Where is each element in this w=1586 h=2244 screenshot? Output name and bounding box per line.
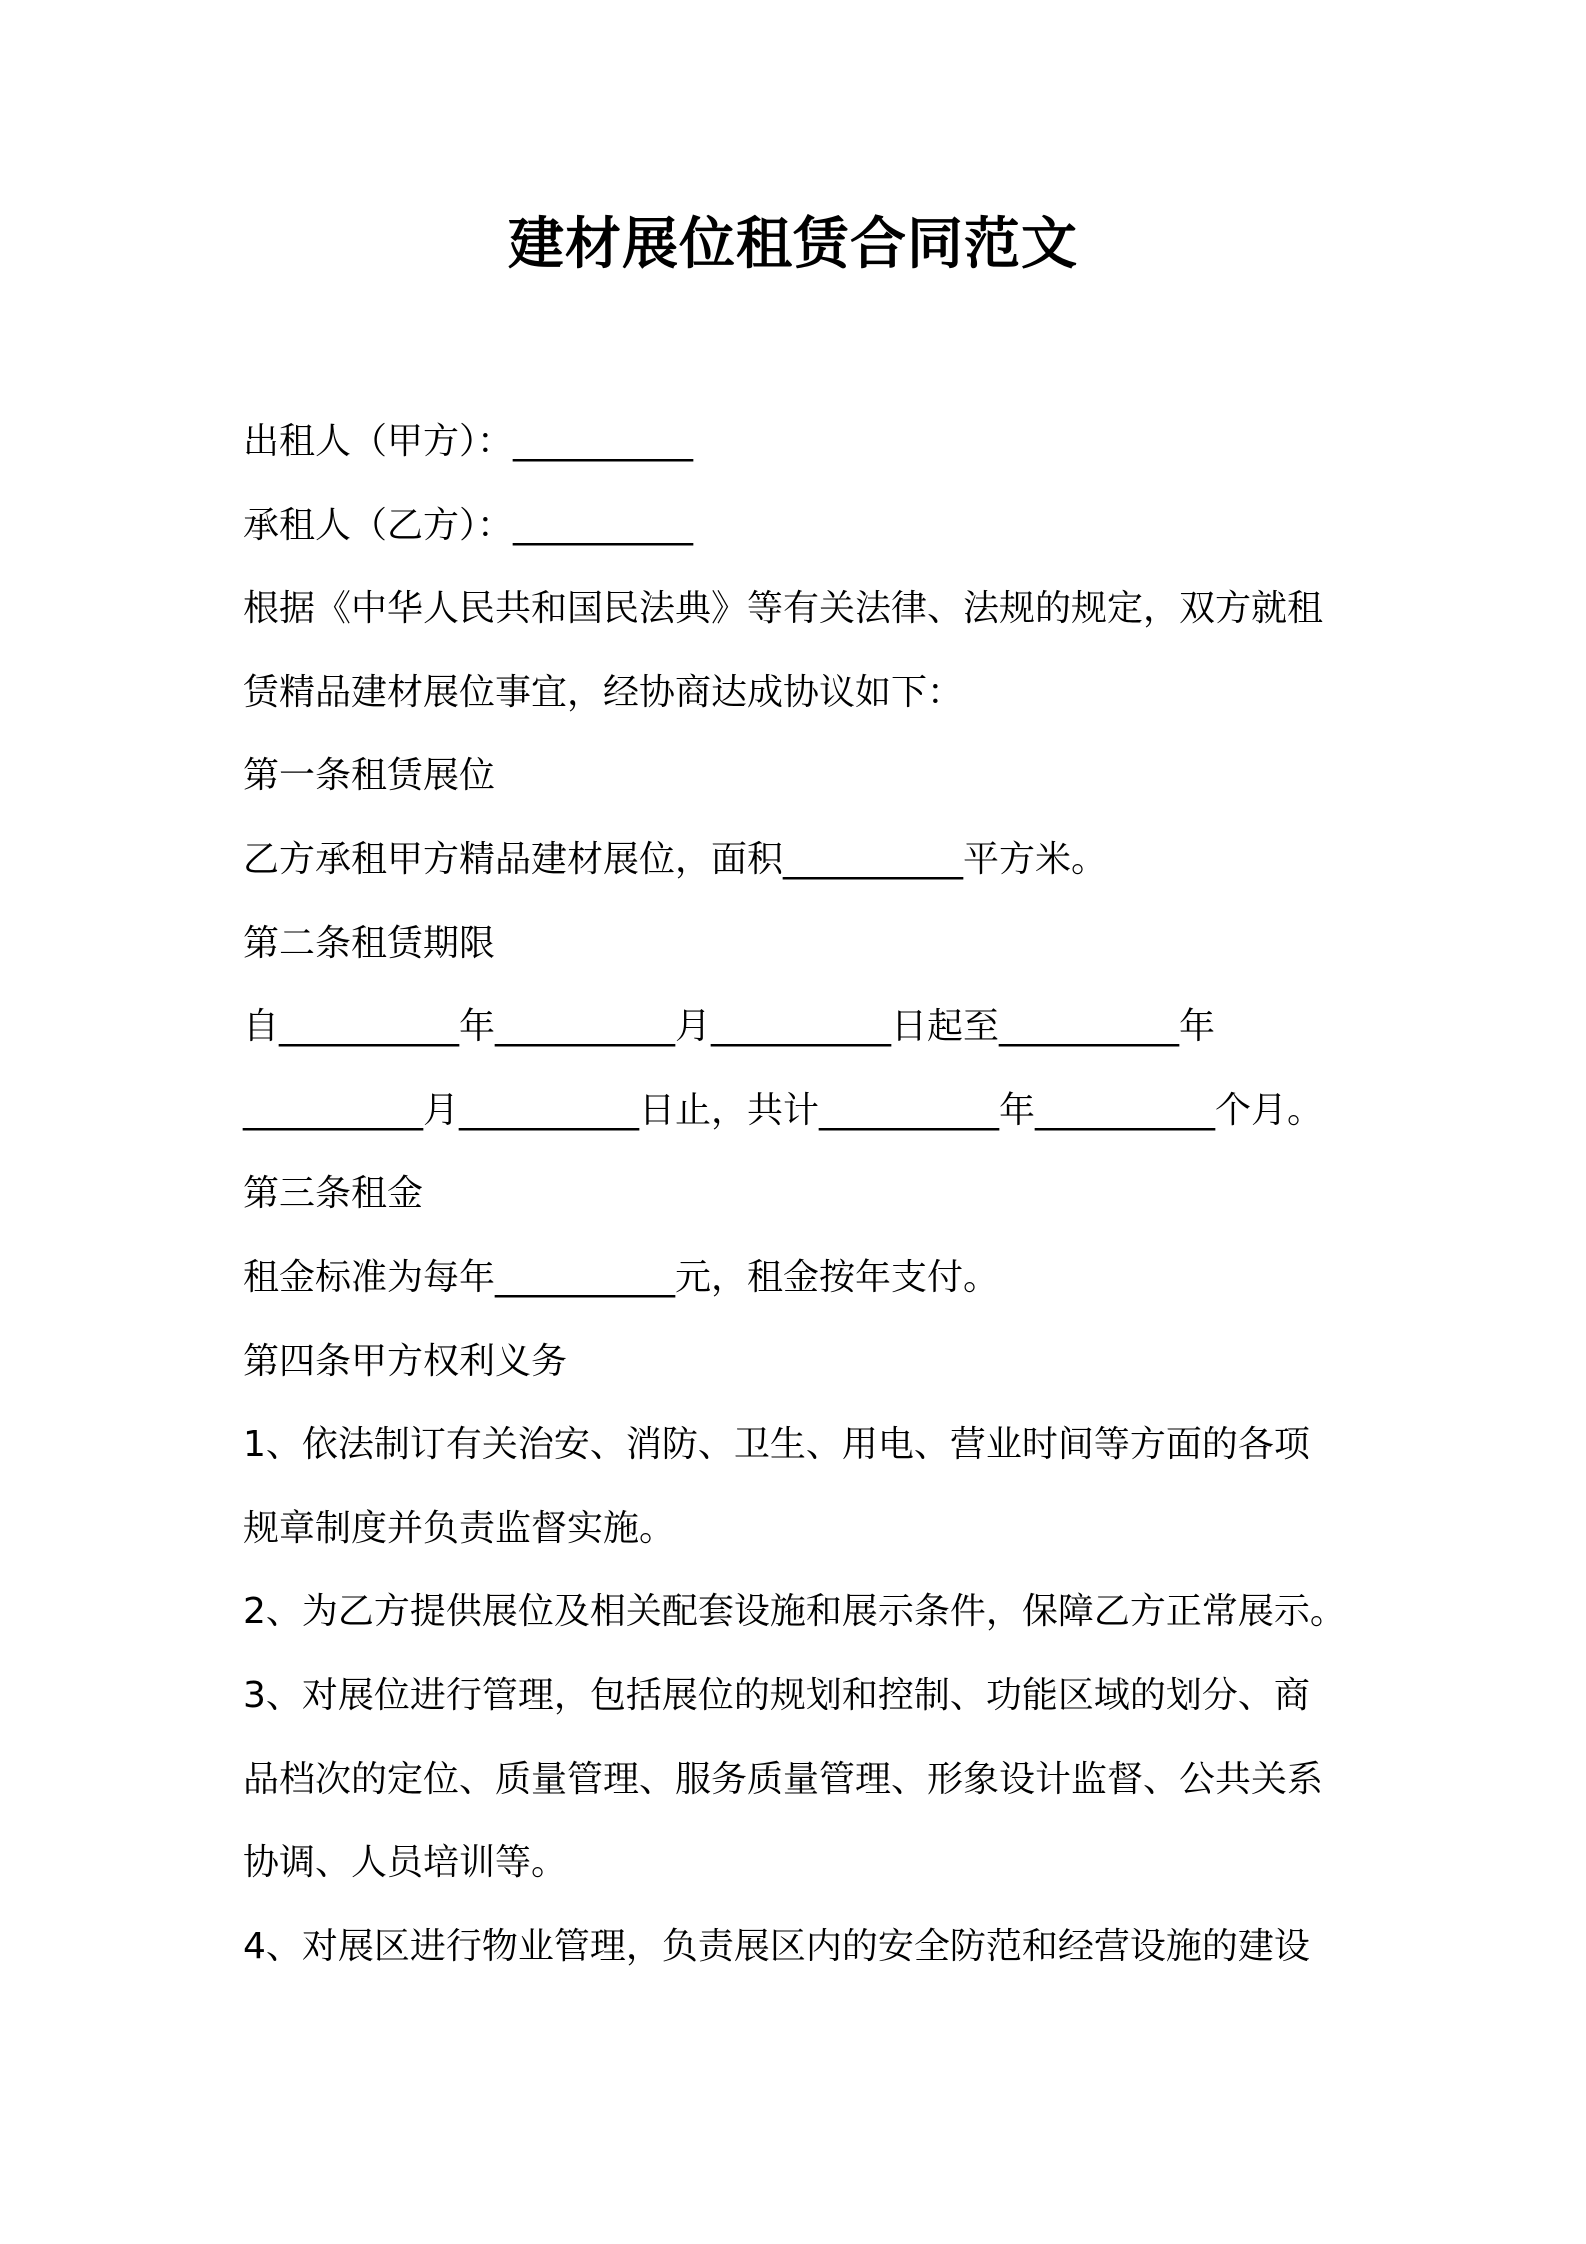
article-3-heading: 第三条租金 bbox=[243, 1173, 424, 1215]
article-2-text-2: __________月__________日止，共计__________年__________个月。 bbox=[243, 1089, 1324, 1131]
article-4-item-3-line-3: 协调、人员培训等。 bbox=[243, 1842, 568, 1884]
article-4-heading: 第四条甲方权利义务 bbox=[243, 1340, 568, 1382]
lessee-line: 承租人（乙方）：__________ bbox=[243, 504, 694, 546]
article-2-heading: 第二条租赁期限 bbox=[243, 922, 496, 964]
article-4-item-2: 2、为乙方提供展位及相关配套设施和展示条件，保障乙方正常展示。 bbox=[243, 1591, 1346, 1633]
preamble-line-1: 根据《中华人民共和国民法典》等有关法律、法规的规定，双方就租 bbox=[243, 588, 1324, 630]
article-2-text-1: 自__________年__________月__________日起至__________年 bbox=[243, 1006, 1216, 1048]
article-4-item-4-line-1: 4、对展区进行物业管理，负责展区内的安全防范和经营设施的建设 bbox=[243, 1925, 1310, 1967]
article-1-text: 乙方承租甲方精品建材展位，面积__________平方米。 bbox=[243, 838, 1108, 880]
article-4-item-1-line-1: 1、依法制订有关治安、消防、卫生、用电、营业时间等方面的各项 bbox=[243, 1424, 1310, 1466]
article-4-item-3-line-1: 3、对展位进行管理，包括展位的规划和控制、功能区域的划分、商 bbox=[243, 1674, 1310, 1716]
article-4-item-1-line-2: 规章制度并负责监督实施。 bbox=[243, 1507, 676, 1549]
document-title: 建材展位租赁合同范文 bbox=[508, 212, 1078, 277]
article-3-text: 租金标准为每年__________元，租金按年支付。 bbox=[243, 1256, 1000, 1298]
article-4-item-3-line-2: 品档次的定位、质量管理、服务质量管理、形象设计监督、公共关系 bbox=[243, 1758, 1324, 1800]
preamble-line-2: 赁精品建材展位事宜，经协商达成协议如下： bbox=[243, 671, 964, 713]
document-body bbox=[243, 400, 1383, 1988]
lessor-line: 出租人（甲方）：__________ bbox=[243, 421, 694, 462]
article-1-heading: 第一条租赁展位 bbox=[243, 755, 496, 797]
